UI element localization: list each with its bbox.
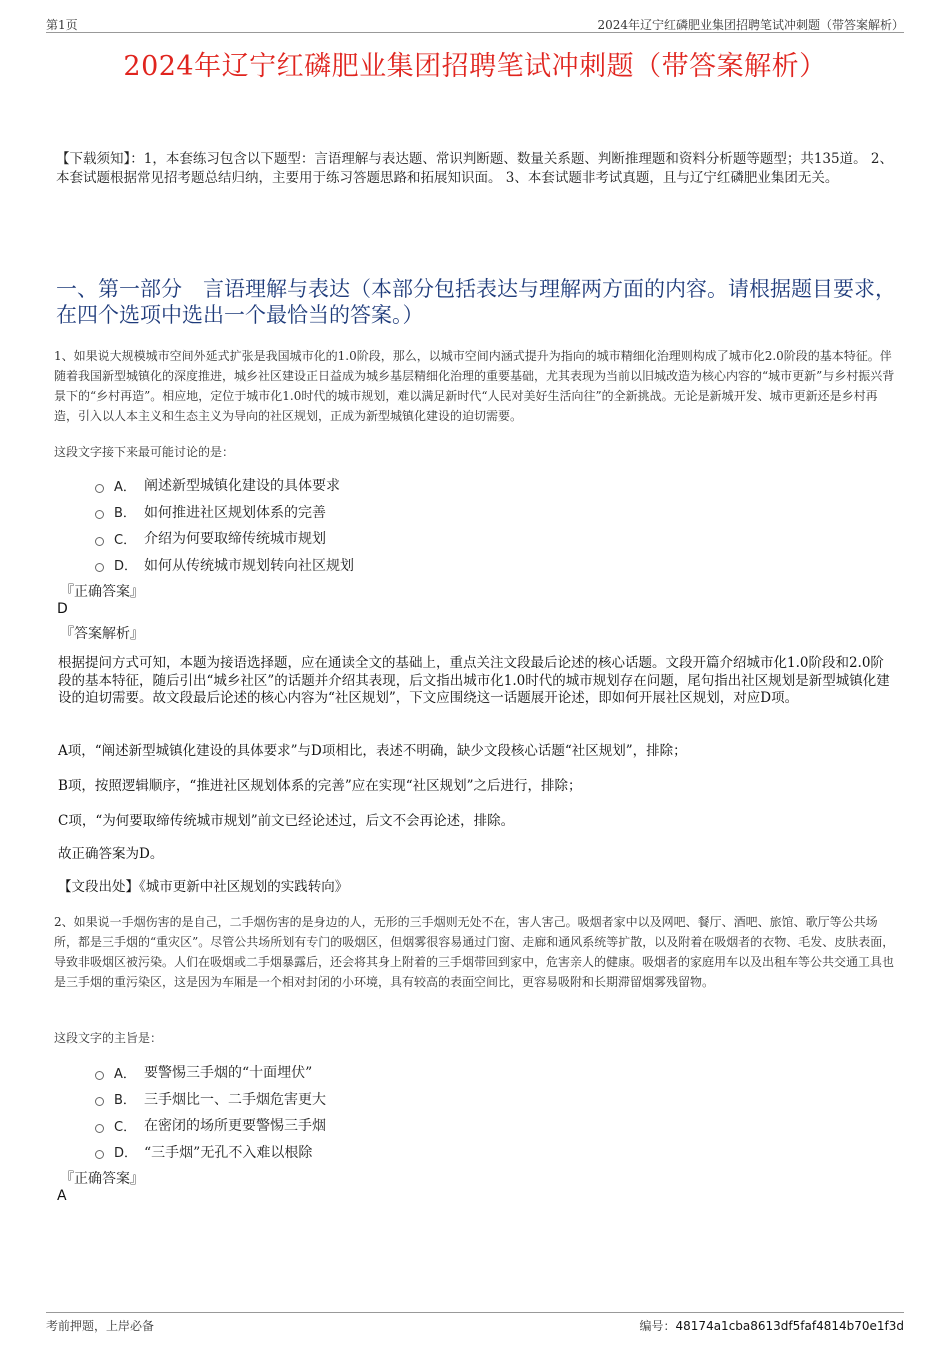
download-notice: 【下载须知】：1，本套练习包含以下题型：言语理解与表达题、常识判断题、数量关系题、判断推理题和资料分析题等题型；共135道。 2、本套试题根据常见招考题总结归纳，主要用于练习答题思路和拓展知识面。 3、本套试题非考试真题，且与辽宁红磷肥业集团无关。	[56, 151, 893, 186]
option-text: “三手烟”无孔不入难以根除	[144, 1144, 313, 1161]
question-2-prompt: 这段文字的主旨是：	[54, 1031, 163, 1045]
question-1-prompt: 这段文字接下来最可能讨论的是：	[54, 445, 235, 459]
option-letter: A．	[114, 479, 136, 495]
page-header	[46, 14, 904, 33]
analysis-paragraph: 根据提问方式可知，本题为接语选择题，应在通读全文的基础上，重点关注文段最后论述的核心话题。文段开篇介绍城市化1.0阶段和2.0阶段的基本特征，随后引出“城乡社区”的话题并介绍其表现，后文指出城市化1.0时代的城市规划存在问题，尾句指出社区规划是新型城镇化建设的迫切需要。故文段最后论述的核心内容为“社区规划”，下文应围绕这一话题展开论述，即如何开展社区规划，对应D项。	[58, 655, 890, 706]
option-letter: A．	[114, 1066, 136, 1082]
radio-icon[interactable]	[95, 537, 104, 546]
correct-answer-value: D	[57, 601, 68, 617]
footer-slogan: 考前押题，上岸必备	[46, 1319, 155, 1333]
page-number: 第1页	[46, 18, 78, 32]
header-doc-title: 2024年辽宁红磷肥业集团招聘笔试冲刺题（带答案解析）	[597, 18, 904, 32]
radio-icon[interactable]	[95, 563, 104, 572]
option-text: 阐述新型城镇化建设的具体要求	[144, 478, 340, 495]
analysis-paragraph: A项，“阐述新型城镇化建设的具体要求”与D项相比，表述不明确，缺少文段核心话题“社区规划”，排除；	[58, 743, 687, 759]
option-letter: D．	[114, 559, 138, 575]
footer-code-value: 48174a1cba8613df5faf4814b70e1f3d	[675, 1319, 904, 1333]
page-footer	[46, 1312, 904, 1335]
question-1-option-a[interactable]	[95, 472, 595, 499]
question-1-option-c[interactable]	[95, 525, 595, 552]
document-title: 2024年辽宁红磷肥业集团招聘笔试冲刺题（带答案解析）	[123, 51, 827, 82]
correct-answer-value: A	[57, 1188, 67, 1204]
question-2-option-b[interactable]	[95, 1086, 595, 1113]
question-2-option-c[interactable]	[95, 1112, 595, 1139]
radio-icon[interactable]	[95, 510, 104, 519]
option-letter: C．	[114, 1119, 137, 1135]
option-text: 介绍为何要取缔传统城市规划	[144, 531, 326, 548]
analysis-label: 『答案解析』	[60, 626, 144, 642]
question-2-option-a[interactable]	[95, 1059, 595, 1086]
option-text: 如何推进社区规划体系的完善	[144, 504, 326, 521]
correct-answer-label: 『正确答案』	[60, 1171, 144, 1187]
option-letter: B．	[114, 1093, 136, 1109]
question-1-option-b[interactable]	[95, 499, 595, 526]
correct-answer-label: 『正确答案』	[60, 584, 144, 600]
question-2-options	[95, 1059, 595, 1165]
option-text: 要警惕三手烟的“十面埋伏”	[144, 1065, 313, 1082]
option-letter: D．	[114, 1146, 138, 1162]
footer-code-label: 编号：	[639, 1319, 676, 1333]
question-2-text: 2、如果说一手烟伤害的是自己，二手烟伤害的是身边的人，无形的三手烟则无处不在，害人害己。吸烟者家中以及网吧、餐厅、酒吧、旅馆、歌厅等公共场所，都是三手烟的“重灾区”。尽管公共场所划有专门的吸烟区，但烟雾很容易通过门窗、走廊和通风系统等扩散，以及附着在吸烟者的衣物、毛发、皮肤表面，导致非吸烟区被污染。人们在吸烟或二手烟暴露后，还会将其身上附着的三手烟带回到家中，危害亲人的健康。吸烟者的家庭用车以及出租车等公共交通工具也是三手烟的重污染区，这是因为车厢是一个相对封闭的小环境，具有较高的表面空间比，更容易吸附和长期滞留烟雾残留物。	[54, 915, 895, 989]
radio-icon[interactable]	[95, 1097, 104, 1106]
analysis-paragraph: B项，按照逻辑顺序，“推进社区规划体系的完善”应在实现“社区规划”之后进行，排除；	[58, 778, 582, 794]
footer-code	[640, 1317, 904, 1334]
option-text: 三手烟比一、二手烟危害更大	[144, 1091, 326, 1108]
question-2-option-d[interactable]	[95, 1139, 595, 1166]
radio-icon[interactable]	[95, 1150, 104, 1159]
question-1-text: 1、如果说大规模城市空间外延式扩张是我国城市化的1.0阶段，那么，以城市空间内涵式提升为指向的城市精细化治理则构成了城市化2.0阶段的基本特征。伴随着我国新型城镇化的深度推进，城乡社区建设正日益成为城乡基层精细化治理的重要基础，尤其表现为当前以旧城改造为核心内容的“城市更新”与乡村振兴背景下的“乡村再造”。相应地，定位于城市化1.0时代的城市规划，难以满足新时代“人民对美好生活向往”的全新挑战。无论是新城开发、城市更新还是乡村再造，引入以人本主义和生态主义为导向的社区规划，正成为新型城镇化建设的迫切需要。	[54, 349, 895, 423]
option-letter: B．	[114, 506, 136, 522]
radio-icon[interactable]	[95, 1071, 104, 1080]
text-source: 【文段出处】《城市更新中社区规划的实践转向》	[58, 879, 349, 895]
question-1-options	[95, 472, 595, 578]
option-letter: C．	[114, 532, 137, 548]
analysis-paragraph: 故正确答案为D。	[58, 846, 164, 862]
option-text: 如何从传统城市规划转向社区规划	[144, 557, 354, 574]
question-1-option-d[interactable]	[95, 552, 595, 579]
option-text: 在密闭的场所更要警惕三手烟	[144, 1118, 326, 1135]
radio-icon[interactable]	[95, 1124, 104, 1133]
analysis-paragraph: C项，“为何要取缔传统城市规划”前文已经论述过，后文不会再论述，排除。	[58, 813, 515, 829]
section-title: 一、第一部分 言语理解与表达（本部分包括表达与理解两方面的内容。请根据题目要求，在四个选项中选出一个最恰当的答案。）	[56, 277, 896, 327]
radio-icon[interactable]	[95, 484, 104, 493]
